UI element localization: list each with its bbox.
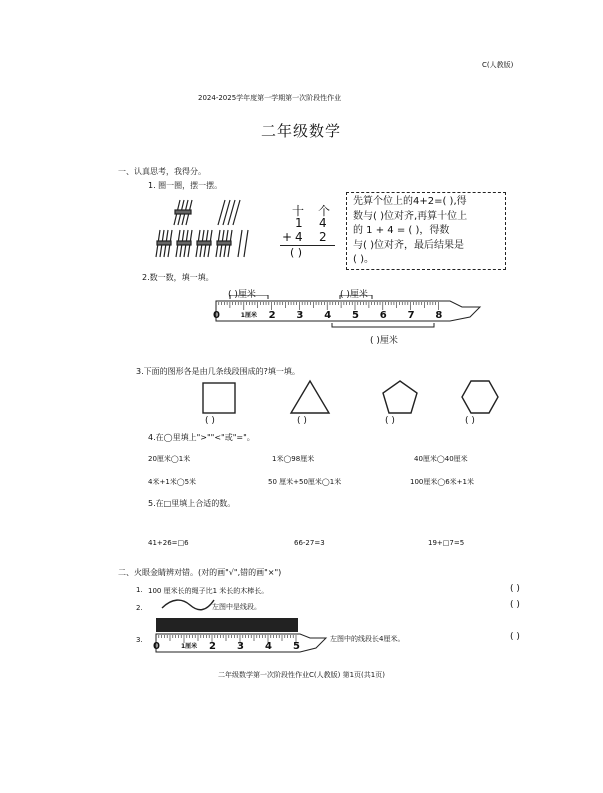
- single-sticks-top: [218, 200, 240, 225]
- ruler2-tick-label: 4: [265, 641, 272, 652]
- fill-item-1[interactable]: 41+26=□6: [148, 539, 189, 547]
- tf-item-1-num: 1.: [136, 586, 143, 594]
- hexagon-icon: [460, 378, 500, 416]
- ruler1-tick-label: 2: [268, 310, 276, 321]
- ruler1-tick-label: 6: [379, 310, 387, 321]
- vertical-row1-tens: 1: [295, 216, 303, 230]
- fill-item-3[interactable]: 19+□7=5: [428, 539, 465, 547]
- compare-item-2[interactable]: 1米◯98厘米: [272, 455, 315, 463]
- tf-item-2-text: 左图中是线段。: [212, 603, 261, 611]
- explain-line-2: 数与( )位对齐,再算十位上: [353, 210, 468, 222]
- vertical-answer-blank[interactable]: ( ): [290, 246, 303, 259]
- q4-prompt: 4.在◯里填上">""<"或"="。: [148, 433, 255, 442]
- ruler1-tick-label: 5: [352, 310, 359, 321]
- ruler1-tick-label: 3: [296, 310, 304, 321]
- ruler1-tick-label: 0: [213, 310, 220, 321]
- hexagon-sides-blank[interactable]: ( ): [465, 416, 475, 426]
- section1-heading: 一、认真思考，我得分。: [118, 167, 206, 176]
- q5-prompt: 5.在□里填上合适的数。: [148, 499, 236, 508]
- ruler2-tick-label: 3: [237, 641, 244, 652]
- compare-item-3[interactable]: 40厘米◯40厘米: [414, 455, 468, 463]
- compare-item-6[interactable]: 100厘米◯6米+1米: [410, 478, 474, 486]
- vertical-row1-ones: 4: [319, 216, 327, 230]
- compare-item-5[interactable]: 50 厘米+50厘米◯1米: [268, 478, 342, 486]
- explain-line-4: 与( )位对齐，最后结果是: [353, 239, 464, 251]
- tf-item-2-num: 2.: [136, 604, 143, 612]
- tf-item-3-text: 左图中的线段长4厘米。: [330, 635, 405, 643]
- pentagon-icon: [380, 378, 420, 416]
- term-header: 2024-2025学年度第一学期第一次阶段性作业: [198, 94, 342, 102]
- q1-prompt: 1. 圈一圈，摆一摆。: [148, 181, 223, 190]
- vertical-sum-line: [280, 245, 335, 246]
- compare-item-4[interactable]: 4米+1米◯5米: [148, 478, 197, 486]
- compare-item-1[interactable]: 20厘米◯1米: [148, 455, 191, 463]
- square-icon: [200, 380, 240, 416]
- tf-item-2-mark[interactable]: ( ): [510, 600, 520, 610]
- vertical-col-ones: 个: [318, 204, 331, 218]
- square-sides-blank[interactable]: ( ): [205, 416, 215, 426]
- ruler1-tick-label: 4: [324, 310, 332, 321]
- ruler1-tick-label: 7: [407, 310, 415, 321]
- explain-line-3: 的 1 + 4 = ( )，得数: [353, 225, 450, 236]
- ruler1-top-right-label[interactable]: ( )厘米: [340, 290, 368, 300]
- stick-bundles-row: [156, 230, 232, 257]
- vertical-row2-tens: 4: [295, 230, 303, 244]
- ruler2-tick-label: 5: [293, 641, 300, 652]
- triangle-icon: [288, 378, 332, 416]
- ruler2-tick-label: 0: [153, 641, 160, 652]
- ruler1-top-left-label[interactable]: ( )厘米: [228, 290, 256, 300]
- ruler1-tick-label: 1厘米: [240, 312, 257, 319]
- ruler2-tick-label: 2: [209, 641, 216, 652]
- pentagon-sides-blank[interactable]: ( ): [385, 416, 395, 426]
- measured-segment-bar: [156, 618, 298, 632]
- curve-line-icon: [160, 596, 216, 612]
- edition-label: C(人教版): [482, 61, 514, 69]
- single-sticks-bottom: [238, 230, 248, 257]
- ruler1-tick-label: 8: [435, 310, 443, 321]
- section2-heading: 二、火眼金睛辨对错。(对的画"√",错的画"×"): [118, 568, 282, 577]
- q2-prompt: 2.数一数，填一填。: [142, 273, 214, 282]
- vertical-row2-ones: 2: [319, 230, 327, 244]
- q3-prompt: 3.下面的图形各是由几条线段围成的?填一填。: [136, 367, 300, 376]
- sticks-illustration: [150, 195, 260, 260]
- tf-item-1-mark[interactable]: ( ): [510, 584, 520, 594]
- tf-item-3-num: 3.: [136, 636, 143, 644]
- ruler2-tick-label: 1厘米: [181, 643, 198, 650]
- tf-item-3-mark[interactable]: ( ): [510, 632, 520, 642]
- vertical-plus-sign: +: [282, 230, 293, 244]
- page-title: 二年级数学: [261, 122, 342, 140]
- explain-line-1: 先算个位上的4+2=( ),得: [353, 196, 467, 207]
- vertical-col-tens: 十: [292, 204, 305, 218]
- fill-item-2[interactable]: 66-27=3: [294, 539, 325, 547]
- tf-item-1-text: 100 厘米长的绳子比1 米长的木棒长。: [148, 587, 269, 595]
- explain-box: [346, 192, 506, 270]
- stick-bundle: [174, 200, 192, 225]
- explain-line-5: ( )。: [353, 254, 374, 265]
- page-footer: 二年级数学第一次阶段性作业C(人教版) 第1页(共1页): [218, 671, 385, 679]
- ruler1-bottom-label[interactable]: ( )厘米: [370, 336, 398, 346]
- triangle-sides-blank[interactable]: ( ): [297, 416, 307, 426]
